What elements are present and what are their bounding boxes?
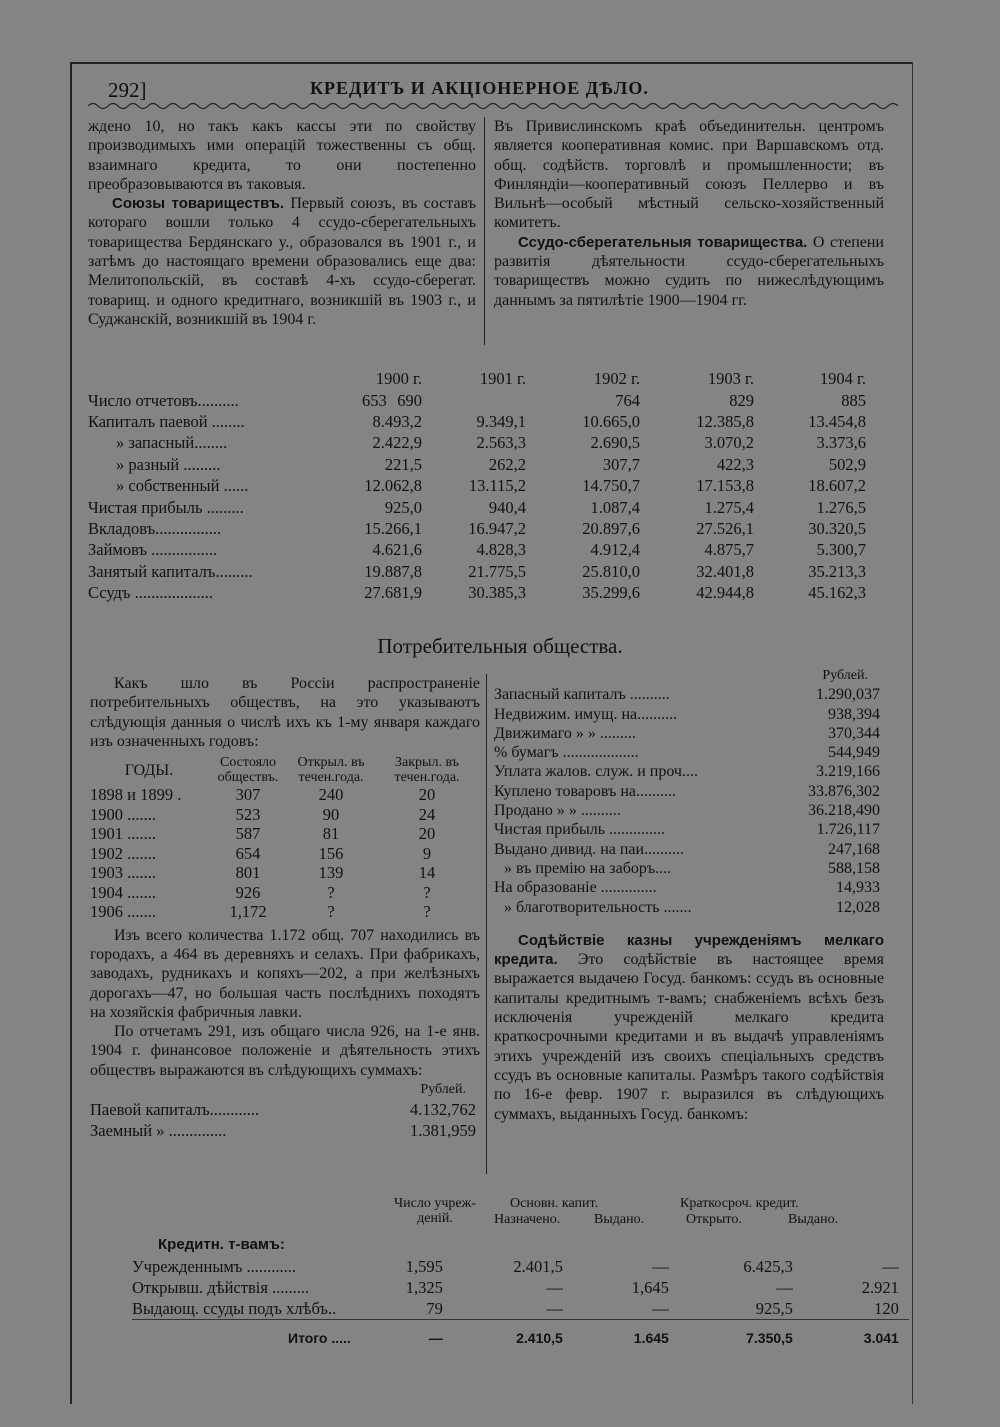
row-label: Займовъ ................ <box>88 540 218 560</box>
table-row <box>88 496 866 517</box>
treasury-text: Это содѣйствіе въ настоящее время выражается выдачею Госуд. банкомъ: ссудъ въ основные капиталы кредитнымъ т-вамъ; снабженіемъ всѣхъ безъ исключенія учрежденій мелкаго кредита краткосрочными кредитами и въ выдачѣ управленіямъ этихъ учрежденій изъ своихъ спеціальныхъ средствъ ссудъ въ основные капиталы. Размѣръ такого содѣйствія по 16-е февр. 1907 г. выразился въ слѣдующихъ суммахъ, выданныхъ Госуд. банкомъ: <box>494 951 884 1123</box>
table-cell: 27.526,1 <box>696 518 754 538</box>
row-label: На образованіе .............. <box>494 879 657 897</box>
table-cell: 926 <box>235 882 261 902</box>
t3-group-label: Кредитн. т-вамъ: <box>158 1236 285 1253</box>
consumer-intro: Какъ шло въ Россіи распространеніе потребительныхъ обществъ, на это указываютъ слѣдующія данныя о числѣ ихъ къ 1-му января каждаго изъ означенныхъ годовъ: <box>90 675 480 750</box>
unit-label: Рублей. <box>420 1082 466 1098</box>
row-label: Ссудъ ................... <box>88 583 213 603</box>
table-cell: 690 <box>397 390 422 410</box>
table-cell: 20 <box>418 785 436 805</box>
page-title: КРЕДИТЪ И АКЦІОНЕРНОЕ ДѢЛО. <box>310 78 649 98</box>
column-divider-bottom <box>486 674 487 1174</box>
table-cell: 24 <box>418 804 436 824</box>
table-cell: 938,394 <box>828 705 880 723</box>
total-row <box>132 1320 909 1357</box>
row-label: » собственный ...... <box>116 476 249 496</box>
table-row <box>494 724 884 743</box>
row-year: 1904 ....... <box>90 882 156 902</box>
table-cell: 307 <box>235 785 261 805</box>
table-cell: 9.349,1 <box>476 411 526 431</box>
wavy-rule <box>88 101 898 111</box>
treasury-heading: Содѣйствіе казны учрежденіямъ мелкаго кредита. <box>494 931 884 969</box>
table-cell: 1.290,037 <box>816 686 880 704</box>
table-cell: 36.218,490 <box>808 802 880 820</box>
table-cell: — <box>546 1277 563 1297</box>
table-cell: 523 <box>235 804 261 824</box>
table-cell: 81 <box>322 824 340 844</box>
table-cell: 4.828,3 <box>476 540 526 560</box>
table-cell: 18.607,2 <box>808 476 866 496</box>
table-cell: 10.665,0 <box>582 411 640 431</box>
unions-text: Первый союзъ, въ составъ котораго вошли только 4 ссудо-сберегательныхъ товарищества Бердянскаго у., образовался въ 1901 г., и затѣмъ до настоящаго времени образовались еще два: Мелитопольскій, въ составѣ 4-хъ ссудо-сберегат. товарищ. и одного кредитнаго, возникшій въ 1903 г., и Суджанскій, возникшій въ 1904 г. <box>88 195 476 328</box>
table-cell: — <box>776 1277 793 1297</box>
table-cell: 5.300,7 <box>816 540 866 560</box>
table-cell: 1,595 <box>405 1256 443 1276</box>
table-cell: 12,028 <box>836 898 880 916</box>
consumer-report-text: По отчетамъ 291, изъ общаго числа 926, на 1-е янв. 1904 г. финансовое положеніе и дѣятельность этихъ обществъ выражаются въ слѣдующихъ суммахъ: <box>90 1023 480 1079</box>
table-row <box>90 785 480 805</box>
table-cell: 2.690,5 <box>590 433 640 453</box>
table-cell: 8.493,2 <box>372 411 422 431</box>
table-cell: — <box>652 1256 669 1276</box>
table-cell: 801 <box>235 863 261 883</box>
table-row <box>90 1099 480 1120</box>
table-cell: — <box>652 1298 669 1318</box>
table-cell: 588,158 <box>828 859 880 877</box>
table-row <box>494 801 884 820</box>
table-cell: 307,7 <box>602 454 640 474</box>
table-row <box>494 859 884 878</box>
row-label: Запасный капиталъ .......... <box>494 686 670 704</box>
table-cell: 14,933 <box>836 879 880 897</box>
total-cell: — <box>351 1320 453 1357</box>
table-cell: 4.132,762 <box>410 1100 476 1120</box>
table-cell: 1,325 <box>405 1277 443 1297</box>
treasury-paragraph <box>494 931 884 1124</box>
table-row <box>494 878 884 897</box>
table-cell: 27.681,9 <box>364 583 422 603</box>
table-cell: 925,0 <box>384 497 422 517</box>
table-cell: 221,5 <box>384 454 422 474</box>
intro-left-p1: ждено 10, но такъ какъ кассы эти по свойству производимыхъ ими операцій тожественны съ общ. взаимнаго кредита, то они постепенно преобразовываются въ таковыя. <box>88 118 476 193</box>
table-row <box>90 1120 480 1141</box>
col-members: Состояло обществъ. <box>217 755 279 786</box>
table-cell: 1.087,4 <box>590 497 640 517</box>
table-cell: 12.385,8 <box>696 411 754 431</box>
table-cell: 139 <box>318 863 344 883</box>
table-cell: ? <box>423 882 431 902</box>
row-label: Вкладовъ................ <box>88 518 222 538</box>
intro-left-column <box>88 117 476 329</box>
table-cell: 16.947,2 <box>468 518 526 538</box>
table-cell: 925,5 <box>755 1298 793 1318</box>
table-cell: 17.153,8 <box>696 476 754 496</box>
table-row <box>88 432 866 453</box>
table-cell: 6.425,3 <box>743 1256 793 1276</box>
year-header: 1902 г. <box>593 369 640 389</box>
table-cell: 30.385,3 <box>468 583 526 603</box>
table-cell: 370,344 <box>828 724 880 742</box>
row-label: Выдано дивид. на паи.......... <box>494 840 685 858</box>
row-label: Учрежденнымъ ............ <box>132 1256 297 1276</box>
table-cell: 4.621,6 <box>372 540 422 560</box>
table-cell: 654 <box>235 843 261 863</box>
consumer-location-text: Изъ всего количества 1.172 общ. 707 находились въ городахъ, а 464 въ деревняхъ и селахъ. При фабрикахъ, заводахъ, рудникахъ и копяхъ—202, а при желѣзныхъ дорогахъ—47, но большая часть послѣднихъ походятъ на хозяйскія фабричныя лавки. <box>90 926 480 1021</box>
row-year: 1901 ....... <box>90 824 156 844</box>
row-label: % бумагъ ................... <box>494 744 639 762</box>
row-year: 1900 ....... <box>90 804 156 824</box>
table-cell: 20.897,6 <box>582 518 640 538</box>
savings-table-header <box>88 368 866 389</box>
row-label: Уплата жалов. служ. и проч.... <box>494 763 698 781</box>
table-cell: 544,949 <box>828 744 880 762</box>
total-cell: 1.645 <box>573 1320 679 1357</box>
row-label: Куплено товаровъ на.......... <box>494 782 676 800</box>
total-label: Итого ..... <box>132 1320 351 1357</box>
table-cell: 2.921 <box>861 1277 899 1297</box>
row-label: Движимаго » » ......... <box>494 724 636 742</box>
row-label: Число отчетовъ.......... <box>88 390 239 410</box>
table-row <box>494 743 884 762</box>
table-cell: 2.422,9 <box>372 433 422 453</box>
table-cell: 79 <box>426 1298 443 1318</box>
table-row <box>494 820 884 839</box>
table-cell: 2.401,5 <box>513 1256 563 1276</box>
table-cell: 3.070,2 <box>704 433 754 453</box>
table-cell: — <box>882 1256 899 1276</box>
column-divider-top <box>484 117 485 345</box>
credit-table <box>132 1256 909 1356</box>
table-cell: 45.162,3 <box>808 583 866 603</box>
intro-right-p1: Въ Привислинскомъ краѣ объединительн. центромъ является кооперативная комис. при Варшавскомъ отд. общ. содѣйств. торговлѣ и промышленности; въ Финляндіи—кооперативный союзъ Пеллерво и въ Вильнѣ—особый мѣстный сельско-хозяйственный комитетъ. <box>494 118 884 232</box>
table-cell: 19.887,8 <box>364 561 422 581</box>
table-cell: 30.320,5 <box>808 518 866 538</box>
table-cell: 13.115,2 <box>468 476 526 496</box>
year-header: 1904 г. <box>819 369 866 389</box>
table-cell: 502,9 <box>828 454 866 474</box>
consumer-finance-table <box>494 685 884 917</box>
col-opened: Открыл. въ течен.года. <box>297 755 365 786</box>
consumer-left-column <box>90 674 480 1141</box>
t3-col-short: Краткосроч. кредит. <box>680 1196 799 1211</box>
table-cell: 1.275,4 <box>704 497 754 517</box>
unions-heading: Союзы товариществъ. <box>112 195 285 213</box>
table-cell: 240 <box>318 785 344 805</box>
table-cell: 1.726,117 <box>816 821 880 839</box>
table-row <box>88 561 866 582</box>
table-row <box>494 705 884 724</box>
table-cell: 653 <box>362 390 387 410</box>
table-row <box>90 844 480 864</box>
row-year: 1903 ....... <box>90 863 156 883</box>
table-cell: 20 <box>418 824 436 844</box>
row-year: 1898 и 1899 . <box>90 785 182 805</box>
consumer-right-column <box>494 666 884 1124</box>
savings-table <box>88 368 866 603</box>
table-row <box>494 685 884 704</box>
table-cell: 13.454,8 <box>808 411 866 431</box>
table-cell: 156 <box>318 843 344 863</box>
table-cell: 35.213,3 <box>808 561 866 581</box>
table-row <box>494 782 884 801</box>
section-title: Потребительныя общества. <box>377 634 623 658</box>
table-cell: 1.276,5 <box>816 497 866 517</box>
table-row <box>132 1298 909 1320</box>
table-cell: 12.062,8 <box>364 476 422 496</box>
row-label: Паевой капиталъ............ <box>90 1100 260 1120</box>
row-label: » запасный........ <box>116 433 228 453</box>
row-label: Чистая прибыль ......... <box>88 497 244 517</box>
table-row <box>88 389 866 410</box>
col-closed: Закрыл. въ течен.года. <box>394 755 460 786</box>
table-cell: 35.299,6 <box>582 583 640 603</box>
table-cell: 247,168 <box>828 840 880 858</box>
table-cell: — <box>546 1298 563 1318</box>
consumer-sums-table <box>90 1099 480 1141</box>
table-cell: 33.876,302 <box>808 782 880 800</box>
t3-col-count: Число учреж-деній. <box>394 1196 476 1226</box>
table-cell: 42.944,8 <box>696 583 754 603</box>
t3-col-open: Открыто. <box>686 1212 742 1227</box>
year-header: 1900 г. <box>375 369 422 389</box>
table-cell: 14 <box>418 863 436 883</box>
table-row <box>88 582 866 603</box>
table-cell: 90 <box>322 804 340 824</box>
table-cell: 25.810,0 <box>582 561 640 581</box>
table-cell: 4.912,4 <box>590 540 640 560</box>
row-label: » благотворительность ....... <box>504 898 692 916</box>
row-label: » разный ......... <box>116 454 221 474</box>
consumer-count-table <box>90 755 480 922</box>
row-year: 1902 ....... <box>90 843 156 863</box>
table-row <box>494 840 884 859</box>
table-cell: 422,3 <box>716 454 754 474</box>
total-cell: 2.410,5 <box>453 1320 573 1357</box>
table-row <box>90 863 480 883</box>
savings-paragraph <box>494 233 884 310</box>
total-cell: 7.350,5 <box>679 1320 803 1357</box>
col-years: ГОДЫ. <box>124 761 174 779</box>
table-row <box>90 883 480 903</box>
table-cell: 120 <box>874 1298 899 1318</box>
table-cell: 764 <box>615 390 640 410</box>
table-cell: 885 <box>841 390 866 410</box>
row-label: Выдающ. ссуды подъ хлѣбъ.. <box>132 1298 337 1318</box>
table-cell: 14.750,7 <box>582 476 640 496</box>
unions-paragraph <box>88 194 476 329</box>
table-row <box>494 762 884 781</box>
row-label: Открывш. дѣйствія ......... <box>132 1277 310 1297</box>
row-label: Занятый капиталъ......... <box>88 561 253 581</box>
unit-label: Рублей. <box>822 668 868 683</box>
table-cell: 3.219,166 <box>816 763 880 781</box>
total-cell: 3.041 <box>803 1320 909 1357</box>
row-label: Заемный » .............. <box>90 1121 227 1141</box>
table-row <box>90 824 480 844</box>
row-year: 1906 ....... <box>90 902 156 922</box>
t3-col-assigned: Назначено. <box>494 1212 561 1227</box>
table-row <box>132 1256 909 1277</box>
table-cell: 21.775,5 <box>468 561 526 581</box>
row-label: » въ премію на заборъ.... <box>504 859 672 877</box>
row-label: Продано » » .......... <box>494 802 621 820</box>
savings-text: О степени развитія дѣятельности ссудо-сберегательныхъ товариществъ можно судить по нижеслѣдующимъ даннымъ за пятилѣтіе 1900—1904 гг. <box>494 233 884 309</box>
table-cell: ? <box>423 902 431 922</box>
t3-col-issued2: Выдано. <box>788 1212 839 1227</box>
table-row <box>90 902 480 922</box>
table-cell: 9 <box>422 843 432 863</box>
t3-col-basic: Основн. капит. <box>510 1196 599 1211</box>
table-cell: ? <box>327 902 335 922</box>
table-row <box>132 1277 909 1298</box>
table-cell: 15.266,1 <box>364 518 422 538</box>
table-row <box>88 411 866 432</box>
table-row <box>88 475 866 496</box>
table-cell: 1,645 <box>631 1277 669 1297</box>
table-cell: 2.563,3 <box>476 433 526 453</box>
row-label: Капиталъ паевой ........ <box>88 411 245 431</box>
page-number: 292] <box>108 78 147 102</box>
year-header: 1903 г. <box>707 369 754 389</box>
t3-col-issued: Выдано. <box>594 1212 645 1227</box>
savings-heading: Ссудо-сберегательныя товарищества. <box>518 233 808 251</box>
table-row <box>88 518 866 539</box>
table-cell: 4.875,7 <box>704 540 754 560</box>
table-cell: 262,2 <box>488 454 526 474</box>
table-row <box>88 539 866 560</box>
table-row <box>494 898 884 917</box>
table-cell: 829 <box>729 390 754 410</box>
table-row <box>90 805 480 825</box>
table-cell: 3.373,6 <box>816 433 866 453</box>
table-cell: 587 <box>235 824 261 844</box>
table-cell: 940,4 <box>488 497 526 517</box>
table-row <box>88 454 866 475</box>
table-cell: ? <box>327 882 335 902</box>
table-cell: 1.381,959 <box>410 1121 476 1141</box>
table-cell: 32.401,8 <box>696 561 754 581</box>
row-label: Чистая прибыль .............. <box>494 821 666 839</box>
table-cell: 1,172 <box>229 902 267 922</box>
year-header: 1901 г. <box>479 369 526 389</box>
intro-right-column <box>494 117 884 310</box>
row-label: Недвижим. имущ. на.......... <box>494 705 678 723</box>
